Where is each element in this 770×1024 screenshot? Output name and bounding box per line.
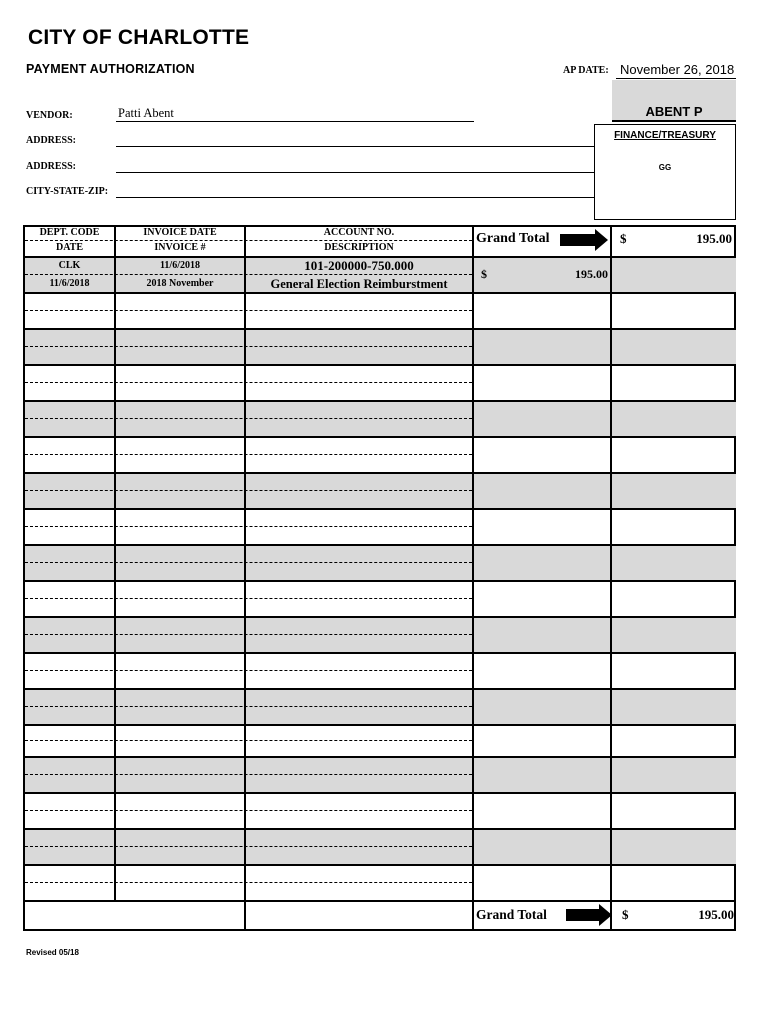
col-divider (244, 225, 246, 929)
row-mid-dash (25, 490, 472, 491)
row-mid-dash (25, 418, 472, 419)
header-description: DESCRIPTION (324, 242, 394, 253)
row-mid-dash (25, 562, 472, 563)
grand-total-label-top: Grand Total (476, 231, 550, 246)
entry-currency: $ (481, 267, 487, 281)
grand-total-currency-top: $ (620, 231, 627, 246)
address1-label: ADDRESS: (26, 135, 77, 146)
page-title: CITY OF CHARLOTTE (28, 26, 250, 49)
table-row[interactable] (25, 724, 736, 760)
entry-invoice-number[interactable]: 2018 November (146, 278, 214, 289)
row-mid-dash (25, 310, 472, 311)
ap-date-underline (616, 78, 736, 79)
row-mid-dash (25, 846, 472, 847)
grand-total-value-top: 195.00 (696, 231, 732, 246)
arrow-right-icon (560, 234, 595, 246)
arrow-right-icon (595, 229, 608, 251)
col-divider (610, 225, 612, 929)
header-invoice-date: INVOICE DATE (143, 227, 217, 238)
row-mid-dash (25, 454, 472, 455)
vendor-field[interactable]: Patti Abent (118, 106, 174, 120)
row-mid-dash (25, 274, 472, 275)
entry-dept-code[interactable]: CLK (58, 260, 81, 271)
row-mid-dash (25, 346, 472, 347)
entry-date[interactable]: 11/6/2018 (49, 278, 90, 289)
address2-label: ADDRESS: (26, 161, 77, 172)
entry-account-no[interactable]: 101-200000-750.000 (304, 258, 414, 273)
entry-invoice-date[interactable]: 11/6/2018 (159, 260, 200, 271)
row-mid-dash (25, 634, 472, 635)
row-mid-dash (25, 882, 472, 883)
grand-total-currency-bottom: $ (622, 907, 629, 922)
header-invoice-number: INVOICE # (154, 242, 206, 253)
ap-date-label: AP DATE: (563, 65, 609, 76)
entry-amount[interactable]: 195.00 (575, 267, 608, 281)
header-date: DATE (55, 242, 84, 253)
finance-initials[interactable]: GG (658, 163, 672, 172)
col-divider (472, 225, 474, 929)
address1-field[interactable] (116, 146, 594, 147)
entry-description[interactable]: General Election Reimburstment (270, 277, 448, 291)
row-mid-dash (25, 526, 472, 527)
row-mid-dash (25, 810, 472, 811)
ap-date-value[interactable]: November 26, 2018 (620, 62, 735, 77)
vendor-label: VENDOR: (26, 110, 73, 121)
revised-note: Revised 05/18 (26, 948, 79, 957)
row-mid-dash (25, 670, 472, 671)
header-account-no: ACCOUNT NO. (323, 227, 395, 238)
arrow-right-icon (599, 904, 612, 926)
table-footer-row (25, 900, 736, 929)
form-subtitle: PAYMENT AUTHORIZATION (26, 62, 195, 76)
header-dept-code: DEPT. CODE (39, 227, 100, 238)
row-mid-dash (25, 240, 472, 241)
arrow-right-icon (566, 909, 599, 921)
row-mid-dash (25, 740, 472, 741)
row-mid-dash (25, 598, 472, 599)
finance-treasury-label: FINANCE/TREASURY (614, 130, 716, 141)
grand-total-label-bottom: Grand Total (476, 907, 547, 922)
address2-field[interactable] (116, 172, 594, 173)
grand-total-value-bottom: 195.00 (698, 907, 734, 922)
vendor-code[interactable]: ABENT P (645, 104, 703, 119)
row-mid-dash (25, 382, 472, 383)
vendor-underline (116, 121, 474, 122)
city-state-zip-label: CITY-STATE-ZIP: (26, 186, 109, 197)
row-mid-dash (25, 706, 472, 707)
row-mid-dash (25, 774, 472, 775)
city-state-zip-field[interactable] (116, 197, 594, 198)
